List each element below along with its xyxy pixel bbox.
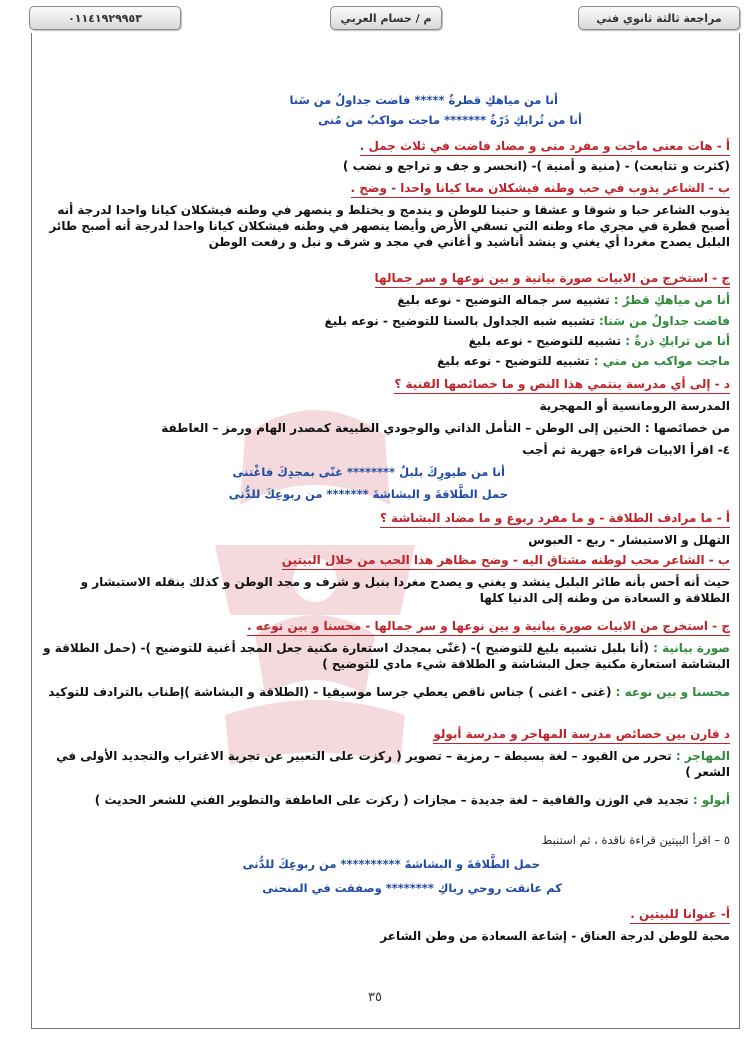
rhetoric-image-label: صورة بيانية : (653, 641, 730, 655)
mahjar-desc: تحرر من القيود – لغة بسيطة – رمزية – تصوير ( ركزت على التعبير عن تجربة الاغتراب والتجديد الأولى في الشعر ) (56, 749, 730, 779)
question-c-1: ج - استخرج من الابيات صورة بيانية و بين نوعها و سر جمالها (375, 270, 730, 288)
school-mahjar (38, 748, 730, 780)
verse-line-2: أنا من تُرابكِ ذَرّةٌ ******* ماجت مواكبُ من مُنى (318, 113, 582, 127)
verse-line-1: أنا من مياهكِ قطرةٌ ***** فاضت جداولُ من سَنا (289, 93, 558, 107)
verse-line-4: حمل الطَّلاقةَ و البشاشةَ ******* من ربوعِكَ للدُّنى (228, 487, 508, 501)
header-title: مراجعة ثالثة ثانوي فني (596, 11, 722, 25)
image-item-3 (469, 333, 730, 349)
header-title-box (578, 6, 740, 30)
answer-b-1: يذوب الشاعر حبا و شوقا و عشقا و حنينا للوطن و يندمج و يختلط و ينصهر في وطنه فيشكلان كيانا واحدا لدرجة أنه أصبح قطرة في مجري ماء وطنه التي تسقي الأرض وأيضا ينصهر في وطنه فيشكلان كيانا واحدا لدرجة أنه أصبح طائر البلبل يصدح مغردا أي يغني و ينشد أناشيد و أغاني في مجد و شرف و نبل و رفعت الوطن (49, 203, 730, 249)
answer-d-features: من خصائصها : الحنين إلى الوطن – التأمل الذاتي والوجودي الطبيعة كمصدر الهام ورمز – العاطفة (161, 421, 730, 435)
image-item-1 (397, 292, 730, 308)
apollo-label: أبولو : (692, 793, 730, 807)
mahjar-label: المهاجر : (675, 749, 730, 763)
question-a-3: أ- عنوانا للبيتين . (630, 906, 730, 924)
page-frame-bottom (31, 1028, 740, 1029)
rhetoric-image-desc: (أنا بلبل تشبيه بليغ للتوضيح )- (غنّى بمجدك استعارة مكنية جعل المجد أغنية للتوضيح )- (حمل الطلاقة و البشاشة استعارة مكنية جعل البشاشة و الطلاقة شيء مادي للتوضيح ) (43, 641, 730, 671)
verse-line-6: كم عانقت روحي رباكِ ******** وصفقت في المنحنى (262, 881, 562, 895)
question-c-2: ج - استخرج من الابيات صورة بيانية و بين نوعها و سر جمالها - محسنا و بين نوعه . (247, 618, 730, 636)
page-number: ٣٥ (368, 990, 382, 1005)
question-4: ٤- اقرأ الابيات قراءة جهرية ثم أجب (522, 443, 730, 457)
answer-a-1: (كثرت و تتابعت) - (منية و أمنية )- (انحسر و جف و تراجع و نضب ) (342, 159, 730, 173)
header-teacher: م / حسام العربي (340, 11, 432, 25)
image-item-4 (437, 353, 730, 369)
apollo-desc: تجديد في الوزن والقافية – لغة جديدة – مجازات ( ركزت على العاطفة والتطوير الفني للشعر الحديث ) (94, 793, 693, 807)
rhetoric-image (38, 640, 730, 672)
question-b-2: ب - الشاعر محب لوطنه مشتاق اليه - وضح مظاهر هذا الحب من خلال البيتين (282, 552, 730, 570)
answer-a-2: التهلل و الاستبشار - ربع - العبوس (528, 533, 730, 547)
image-desc-1: تشبيه سر جماله التوضيح - نوعه بليغ (397, 293, 614, 307)
rhetoric-embellishment (38, 684, 730, 700)
answer-d-school: المدرسة الرومانسية أو المهجرية (539, 399, 730, 413)
school-apollo (38, 792, 730, 808)
image-desc-4: تشبيه للتوضيح - نوعه بليغ (437, 354, 594, 368)
header-phone: ٠١١٤١٩٢٩٩٥٣ (68, 11, 142, 25)
question-a-1: أ - هات معنى ماجت و مفرد منى و مضاد فاضت في ثلاث جمل . (360, 138, 730, 156)
image-label-2: فاضت جداولُ من سَنا: (599, 314, 730, 328)
header-teacher-box (330, 6, 442, 30)
image-label-1: أنا من مياهكِ قطرٌ : (613, 293, 730, 307)
question-a-2: أ - ما مرادف الطلاقة - و ما مفرد ربوع و ما مضاد البشاشة ؟ (380, 510, 730, 528)
image-label-3: أنا من ترابكِ ذرةٌ : (625, 334, 730, 348)
image-item-2 (325, 313, 730, 329)
embellishment-label: محسنا و بين نوعه : (615, 685, 730, 699)
image-label-4: ماجت مواكب من مني : (593, 354, 730, 368)
question-5: ٥ – اقرأ البيتين قراءة ناقدة ، ثم استنبط (541, 833, 730, 847)
header-phone-box (29, 6, 181, 30)
answer-a-3: محبة للوطن لدرجة العناق - إشاعة السعادة من وطن الشاعر (380, 929, 730, 943)
question-d-2: د قارن بين خصائص مدرسة المهاجر و مدرسة أبولو (433, 726, 730, 744)
question-b-1: ب - الشاعر يذوب في حب وطنه فيشكلان معا كيانا واحدا - وضح . (351, 180, 731, 198)
question-d-1: د - إلى أي مدرسة ينتمي هذا النص و ما خصائصها الفنية ؟ (394, 376, 730, 394)
image-desc-3: تشبيه للتوضيح - نوعه بليغ (468, 334, 626, 348)
verse-line-5: حمل الطَّلاقةَ و البشاشةَ ********** من ربوعِكَ للدُّنى (242, 857, 540, 871)
answer-b-2: حيث أنه أحس بأنه طائر البلبل ينشد و يغني و يصدح مغردا بنبل و شرف و مجد الوطن و كذلك ينقله الاستبشار و الطلاقة و السعادة من وطنه إلى الدنيا كلها (80, 575, 730, 605)
image-desc-2: تشبيه شبه الجداول بالسنا للتوضيح - نوعه بليغ (324, 314, 599, 328)
embellishment-desc: (غنى - اغنى ) جناس ناقص يعطي جرسا موسيقيا - (الطلاقة و البشاشة )إطناب بالترادف للتوكيد (48, 685, 616, 699)
verse-line-3: أنا من طيورِكَ بلبلٌ ******** غنّى بمجدِكَ فاغْتنى (232, 465, 505, 479)
